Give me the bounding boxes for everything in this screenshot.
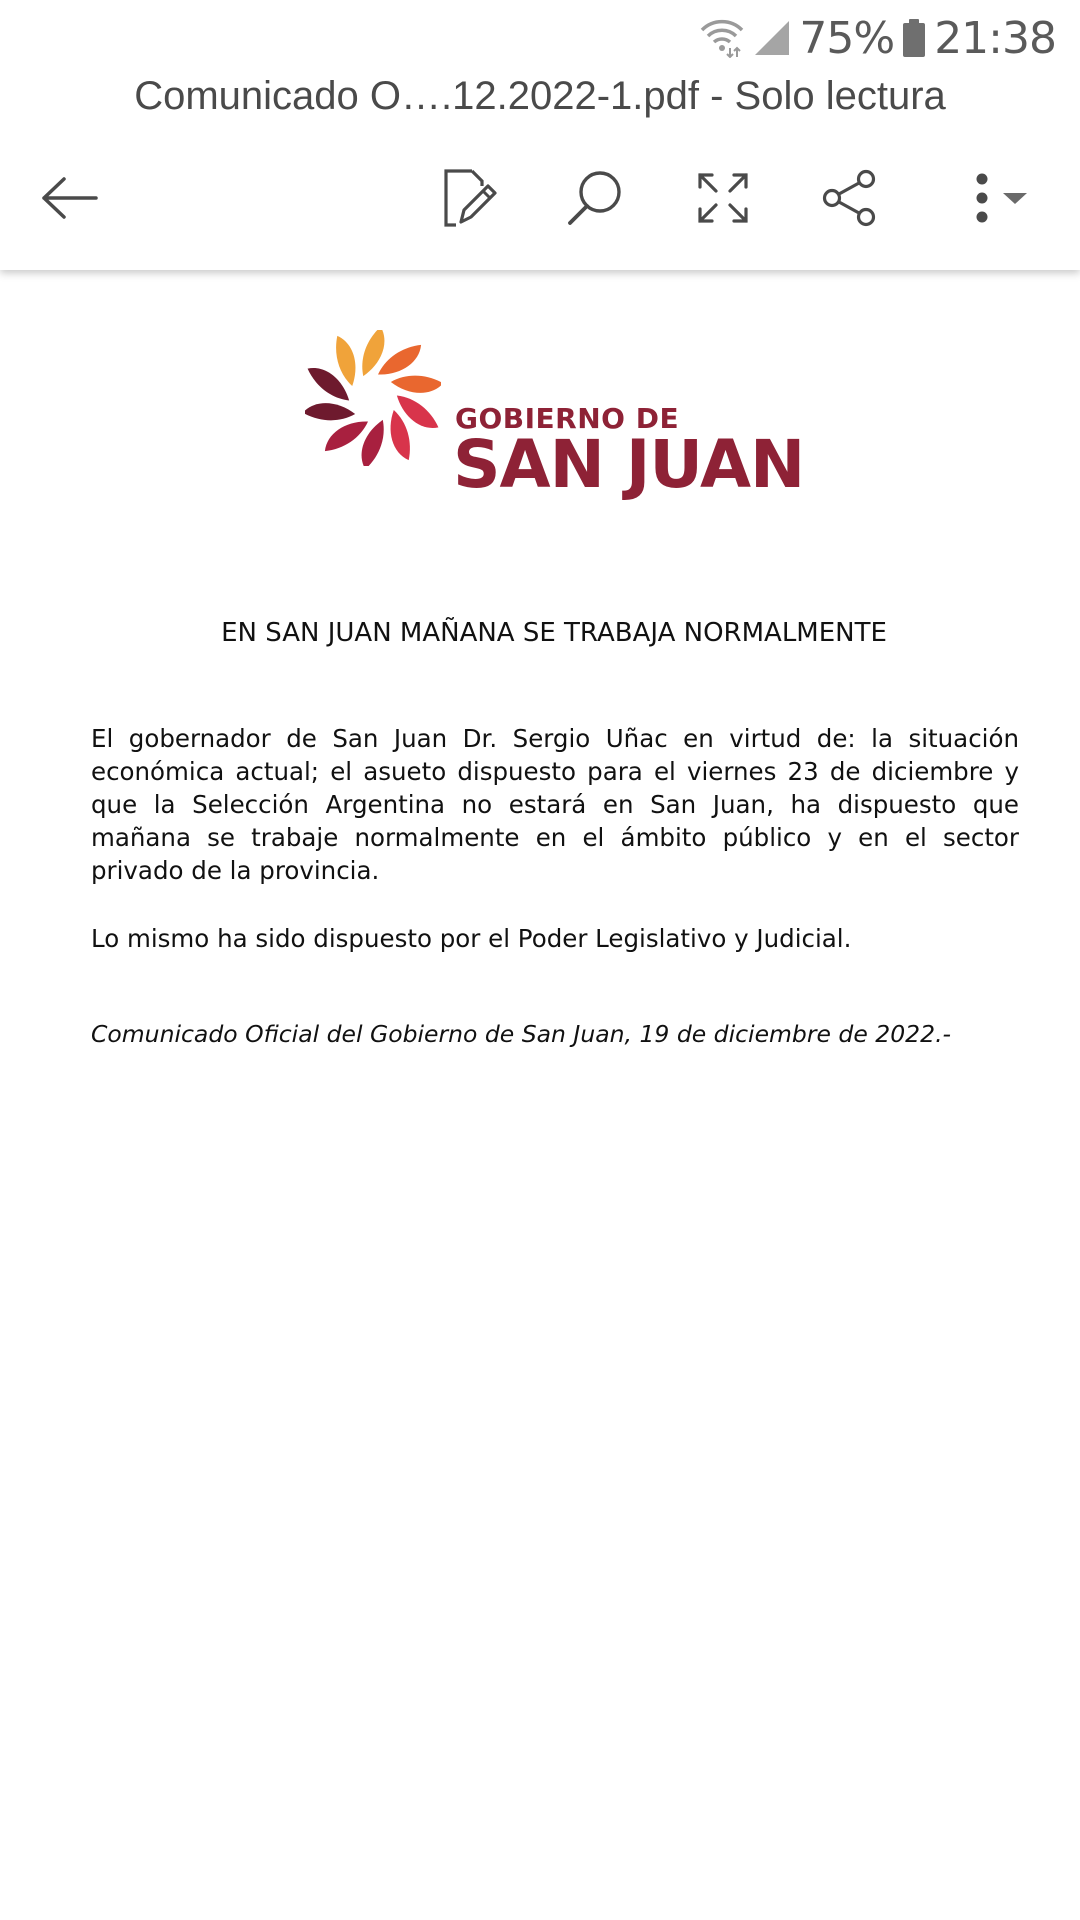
toolbar <box>0 160 1080 240</box>
logo-petal <box>378 337 421 382</box>
document-page <box>0 270 1080 1920</box>
wifi-icon <box>699 18 745 58</box>
fullscreen-icon <box>697 172 749 229</box>
app-header <box>0 0 1080 270</box>
battery-percent: 75% <box>799 12 895 64</box>
status-bar <box>699 8 1056 68</box>
arrow-left-icon <box>40 176 100 225</box>
document-heading: EN SAN JUAN MAÑANA SE TRABAJA NORMALMENTE <box>221 618 887 648</box>
fullscreen-button[interactable] <box>683 160 763 240</box>
search-button[interactable] <box>555 160 635 240</box>
battery-icon <box>902 18 926 58</box>
cell-signal-icon <box>753 19 791 57</box>
document-paragraph-1: El gobernador de San Juan Dr. Sergio Uñac en virtud de: la situación económica actual; el asueto dispuesto para el viernes 23 de diciembre y que la Selección Argentina no estará en San Juan, ha dispuesto que mañana se trabaje normalmente en el ámbito público y en el sector privado de la provincia. <box>91 724 1019 885</box>
document-signature: Comunicado Oficial del Gobierno de San Juan, 19 de diciembre de 2022.- <box>91 1020 952 1048</box>
logo-petal <box>325 414 368 459</box>
caret-down-icon <box>997 188 1033 213</box>
gobierno-san-juan-logo <box>305 330 805 503</box>
back-button[interactable] <box>30 160 110 240</box>
clock: 21:38 <box>934 12 1056 64</box>
edit-document-icon <box>442 168 498 233</box>
logo-line1: GOBIERNO DE <box>455 402 680 435</box>
more-options-button[interactable] <box>940 160 1060 240</box>
share-button[interactable] <box>810 160 890 240</box>
more-vertical-icon <box>967 170 997 231</box>
logo-line2: SAN JUAN <box>453 426 805 503</box>
logo-mark <box>305 330 441 466</box>
search-icon <box>566 169 624 232</box>
document-paragraph-2: Lo mismo ha sido dispuesto por el Poder Legislativo y Judicial. <box>91 924 852 953</box>
edit-button[interactable] <box>430 160 510 240</box>
document-title: Comunicado O….12.2022-1.pdf - Solo lectura <box>134 74 946 118</box>
share-icon <box>822 169 878 232</box>
